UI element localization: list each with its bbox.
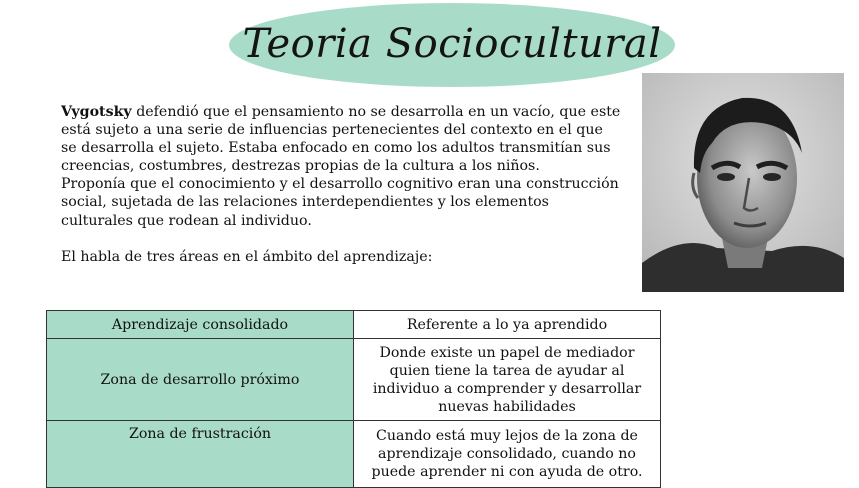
area-description-cell: Donde existe un papel de mediador quien tiene la tarea de ayudar al individuo a comprender y desarrollar nuevas habilidades bbox=[354, 339, 661, 421]
portrait-illustration bbox=[642, 73, 844, 292]
learning-areas-table bbox=[46, 310, 661, 488]
table-row bbox=[47, 421, 661, 488]
areas-intro: El habla de tres áreas en el ámbito del aprendizaje: bbox=[61, 248, 433, 265]
table-row bbox=[47, 339, 661, 421]
area-description-cell: Referente a lo ya aprendido bbox=[354, 311, 661, 339]
spacer bbox=[61, 230, 621, 248]
area-description-cell: Cuando está muy lejos de la zona de aprendizaje consolidado, cuando no puede aprender ni con ayuda de otro. bbox=[354, 421, 661, 488]
author-name: Vygotsky bbox=[61, 104, 132, 120]
intro-paragraph-1-text: defendió que el pensamiento no se desarrolla en un vacío, que este está sujeto a una serie de influencias pertenecientes del contexto en el que se desarrolla el sujeto. Estaba enfocado en como los adultos transmitían sus creencias, costumbres, destrezas propias de la cultura a los niños. bbox=[61, 104, 621, 175]
page-title: Teoria Sociocultural bbox=[242, 21, 662, 67]
area-name-cell: Zona de frustración bbox=[47, 421, 354, 488]
intro-paragraph-2: Proponía que el conocimiento y el desarrollo cognitivo eran una construcción social, sujetada de las relaciones interdependientes y los elementos culturales que rodean al individuo. bbox=[61, 176, 619, 229]
intro-text bbox=[61, 103, 621, 266]
intro-paragraph-1 bbox=[61, 103, 621, 175]
area-name-cell: Zona de desarrollo próximo bbox=[47, 339, 354, 421]
table-row bbox=[47, 311, 661, 339]
portrait-photo bbox=[642, 73, 844, 292]
area-name-cell: Aprendizaje consolidado bbox=[47, 311, 354, 339]
